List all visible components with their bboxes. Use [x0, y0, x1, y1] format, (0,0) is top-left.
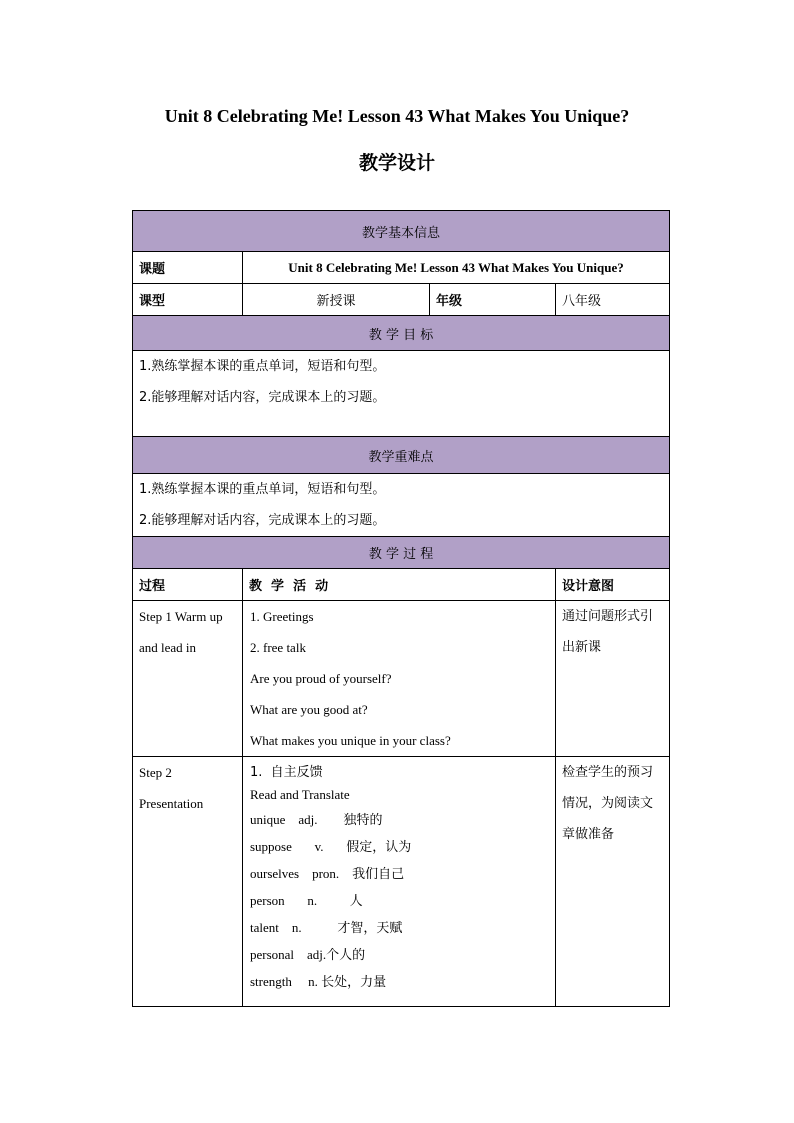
step1-activity-line: 1. Greetings: [250, 609, 314, 624]
step2-activity: [243, 757, 556, 1007]
col-intent-header: 设计意图: [556, 569, 670, 601]
document-title: Unit 8 Celebrating Me! Lesson 43 What Makes You Unique?: [164, 106, 630, 126]
key-points-header: 教学重难点: [133, 437, 670, 474]
topic-label: 课题: [133, 252, 243, 284]
step1-intent-line: 通过问题形式引: [562, 609, 654, 624]
step1-activity-line: What are you good at?: [250, 702, 368, 717]
step2-name-line: Presentation: [139, 796, 204, 811]
type-label: 课型: [133, 284, 243, 316]
document-subtitle: 教学设计: [358, 152, 435, 174]
step1-name-line: and lead in: [139, 640, 197, 655]
step2-intent-line: 章做准备: [562, 827, 615, 842]
step2-name: [133, 757, 243, 1007]
step2-activity-head: 1. 自主反馈: [250, 765, 323, 780]
topic-value: Unit 8 Celebrating Me! Lesson 43 What Makes You Unique?: [243, 252, 670, 284]
objective-item: 1.熟练掌握本课的重点单词，短语和句型。: [139, 359, 386, 374]
basic-info-header: 教学基本信息: [133, 211, 670, 252]
vocab-item: unique adj. 独特的: [250, 812, 383, 827]
objective-item: 2.能够理解对话内容，完成课本上的习题。: [139, 390, 386, 405]
vocab-item: suppose v. 假定，认为: [250, 839, 412, 854]
step2-intent: [556, 757, 670, 1007]
step1-activity-line: Are you proud of yourself?: [250, 671, 392, 686]
grade-label: 年级: [430, 284, 556, 316]
key-point-item: 2.能够理解对话内容，完成课本上的习题。: [139, 513, 386, 528]
step2-intent-line: 情况，为阅读文: [562, 796, 654, 811]
step1-activity: [243, 601, 556, 757]
objectives-header: 教 学 目 标: [133, 316, 670, 351]
step2-name-line: Step 2: [139, 765, 172, 780]
vocab-item: strength n. 长处，力量: [250, 974, 387, 989]
process-header: 教 学 过 程: [133, 537, 670, 569]
step1-activity-line: 2. free talk: [250, 640, 306, 655]
objectives-list: [133, 351, 670, 437]
step2-intent-line: 检查学生的预习: [562, 765, 654, 780]
grade-value: 八年级: [556, 284, 670, 316]
col-step-header: 过程: [133, 569, 243, 601]
step2-activity-sub: Read and Translate: [250, 787, 350, 802]
type-value: 新授课: [243, 284, 430, 316]
vocab-item: person n. 人: [250, 893, 363, 908]
step1-activity-line: What makes you unique in your class?: [250, 733, 451, 748]
vocab-item: talent n. 才智，天赋: [250, 920, 403, 935]
vocab-item: personal adj.个人的: [250, 947, 366, 962]
step1-name: [133, 601, 243, 757]
lesson-plan-table: [132, 210, 670, 1007]
key-point-item: 1.熟练掌握本课的重点单词，短语和句型。: [139, 482, 386, 497]
col-activity-header: 教 学 活 动: [243, 569, 556, 601]
step1-name-line: Step 1 Warm up: [139, 609, 223, 624]
step1-intent-line: 出新课: [562, 640, 602, 655]
step1-intent: [556, 601, 670, 757]
vocab-item: ourselves pron. 我们自己: [250, 866, 405, 881]
key-points-list: [133, 474, 670, 537]
